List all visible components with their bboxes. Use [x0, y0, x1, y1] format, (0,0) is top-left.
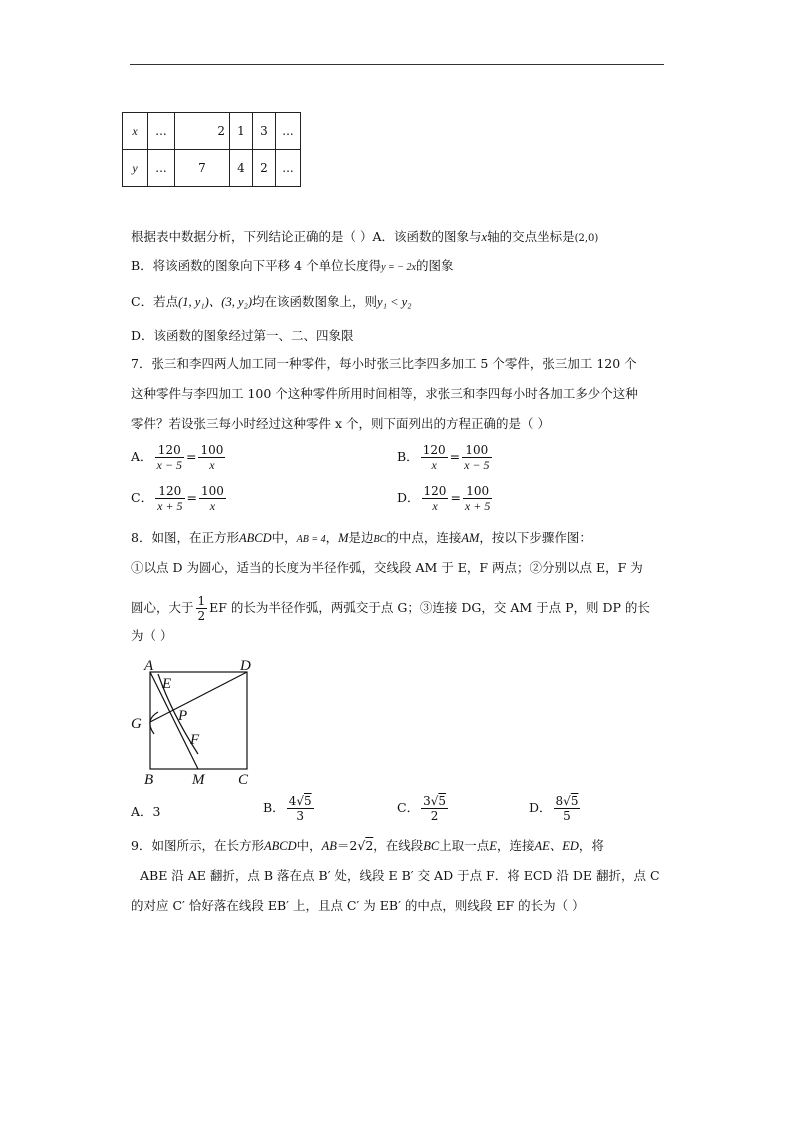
q6-c-label: C．若点: [131, 294, 179, 309]
table-row-x: [123, 113, 301, 150]
q8-c-frac: $\frac{3√5}{2}$: [423, 794, 447, 823]
header-rule: [130, 64, 664, 65]
table-cell: ...: [276, 150, 301, 187]
q9-line2: ABE 沿 AE 翻折，点 B 落在点 B′ 处，线段 E B′ 交 AD 于点 F．将 ECD 沿 DE 翻折，点 C: [140, 868, 660, 883]
q6-stem-tail: 轴的交点坐标是: [487, 229, 575, 244]
label-g: G: [131, 716, 142, 732]
q6-c-ineq: y₁ < y₂: [377, 295, 412, 309]
arc-g: [150, 712, 158, 734]
label-a: A: [144, 658, 154, 674]
q7-b-label: B．: [397, 449, 419, 464]
q8-line3: 圆心，大于 $\frac{1}{2}$ EF 的长为半径作弧，两弧交于点 G；③连接 DG，交 AM 于点 P，则 DP 的长: [131, 594, 650, 623]
q8-figure: [128, 654, 258, 790]
q6-c-points: (1, y₁)、(3, y₂): [178, 295, 253, 309]
q7-c-right-frac: $\frac{100}{x}$: [201, 484, 224, 513]
table-cell: 3: [253, 113, 276, 150]
q6-b-label: B．将该函数的图象向下平移 4 个单位长度得: [131, 258, 382, 273]
table-cell: y: [123, 150, 148, 187]
table-cell: 1: [230, 113, 253, 150]
q8-d-frac: $\frac{8√5}{5}$: [555, 794, 579, 823]
label-d: D: [240, 658, 251, 674]
label-b: B: [144, 772, 154, 788]
table-cell: ...: [148, 113, 175, 150]
q6-c-mid: 均在该函数图象上，则: [252, 294, 378, 309]
value-table: [122, 112, 301, 187]
q7-option-c: C． $\frac{120}{x + 5}$ = $\frac{100}{x}$: [131, 484, 224, 513]
q7-d-left-frac: $\frac{120}{x}$: [423, 484, 447, 513]
q7-line2: 这种零件与李四加工 100 个这种零件所用时间相等，求张三和李四每小时各加工多少个这种: [131, 386, 638, 401]
q8-half-frac: $\frac{1}{2}$: [197, 594, 206, 623]
q7-a-left-frac: $\frac{120}{x - 5}$: [156, 443, 182, 472]
table-row-y: [123, 150, 301, 187]
label-f: F: [190, 732, 200, 748]
q7-line1: 7．张三和李四两人加工同一种零件，每小时张三比李四多加工 5 个零件，张三加工 120 个: [131, 356, 637, 371]
table-cell: 7: [175, 150, 230, 187]
table-cell: ...: [276, 113, 301, 150]
q8-option-c: C． $\frac{3√5}{2}$: [397, 794, 447, 823]
q7-line3: 零件？若设张三每小时经过这种零件 x 个，则下面列出的方程正确的是（ ）: [131, 416, 550, 431]
q7-option-d: D． $\frac{120}{x}$ = $\frac{100}{x + 5}$: [397, 484, 491, 513]
table-cell: x: [123, 113, 148, 150]
q6-b-tail: 的图象: [415, 258, 454, 273]
q9-line3: 的对应 C′ 恰好落在线段 EB′ 上，且点 C′ 为 EB′ 的中点，则线段 EF 的长为（ ）: [131, 898, 585, 913]
q8-line4: 为（ ）: [131, 628, 173, 643]
q7-b-right-frac: $\frac{100}{x - 5}$: [464, 443, 490, 472]
q6-stem: [131, 229, 598, 247]
q7-a-right-frac: $\frac{100}{x}$: [200, 443, 224, 472]
q7-option-a: A． $\frac{120}{x - 5}$ = $\frac{100}{x}$: [131, 443, 224, 472]
label-e: E: [162, 676, 172, 692]
q8-option-b: B． $\frac{4√5}{3}$: [263, 794, 312, 823]
q8-option-d: D． $\frac{8√5}{5}$: [529, 794, 579, 823]
label-p: P: [178, 708, 188, 724]
table-cell: 4: [230, 150, 253, 187]
q6-stem-x: x: [481, 230, 488, 244]
table-cell: 2: [175, 113, 230, 150]
q8-option-a: A．3: [131, 804, 161, 819]
table-cell: 2: [253, 150, 276, 187]
q6-option-d: D．该函数的图象经过第一、二、四象限: [131, 328, 354, 343]
q6-b-expr: y = − 2x: [381, 262, 416, 273]
table-cell: ...: [148, 150, 175, 187]
q7-b-left-frac: $\frac{120}{x}$: [422, 443, 446, 472]
segment-am: [150, 672, 198, 769]
q7-c-label: C．: [131, 490, 154, 505]
label-c: C: [238, 772, 249, 788]
q8-line1: 8．如图，在正方形ABCD中，AB = 4，M是边BC的中点，连接AM，按以下步骤作图：: [131, 530, 592, 545]
label-m: M: [192, 772, 205, 788]
q7-d-right-frac: $\frac{100}{x + 5}$: [464, 484, 491, 513]
q9-line1: 9．如图所示，在长方形ABCD中，AB＝2√2，在线段BC上取一点E，连接AE、ED，将: [131, 838, 604, 853]
q7-c-left-frac: $\frac{120}{x + 5}$: [157, 484, 183, 513]
q6-stem-text: 根据表中数据分析，下列结论正确的是（ ）A．该函数的图象与: [131, 229, 482, 244]
q7-d-label: D．: [397, 490, 420, 505]
q8-line2: ①以点 D 为圆心，适当的长度为半径作弧，交线段 AM 于 E，F 两点；②分别以点 E，F 为: [131, 560, 643, 575]
q6-option-c: [131, 294, 412, 310]
q7-a-label: A．: [131, 449, 153, 464]
q8-b-frac: $\frac{4√5}{3}$: [288, 794, 312, 823]
q6-stem-point: (2,0): [574, 233, 599, 244]
q6-option-b: [131, 258, 453, 276]
q7-option-b: B． $\frac{120}{x}$ = $\frac{100}{x - 5}$: [397, 443, 490, 472]
